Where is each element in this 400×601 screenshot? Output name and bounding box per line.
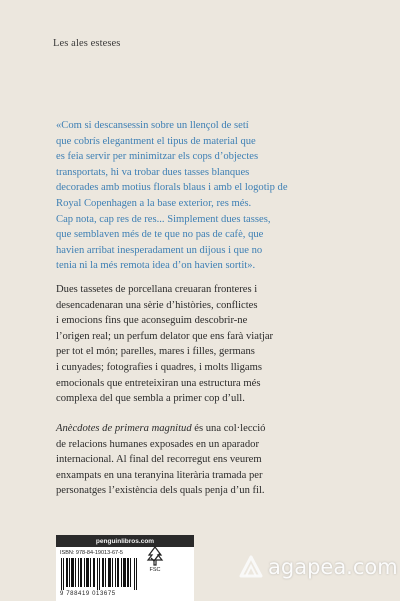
agapea-watermark [238,554,398,580]
book-title: Anècdotes de primera magnitud [56,423,192,434]
fsc-label: FSC [149,567,161,573]
barcode-box [56,547,194,601]
barcode-icon [60,558,140,590]
synopsis-line: i emocions fins que aconseguim descobrir-ne [56,315,248,327]
watermark-text: agapea.com [268,555,398,579]
quote-line: decorades amb motius florals blaus i amb el logotip de [56,182,288,194]
synopsis-line: l’origen real; un perfum delator que ens farà viatjar [56,330,274,342]
synopsis-line: desencadenaran una sèrie d’històries, conflictes [56,299,258,311]
description-line-rest: és una col·lecció [191,423,266,434]
tree-check-icon [146,546,164,566]
quote-line: havien arribat inesperadament un dijous i que no [56,244,263,256]
description-paragraph [56,421,356,499]
synopsis-line: Dues tassetes de porcellana creuaran fronteres i [56,284,258,295]
series-title: Les ales esteses [53,38,121,49]
description-line [56,421,356,437]
quote-line: Cap nota, cap res de res... Simplement dues tasses, [56,213,271,225]
quote-line: transportats, hi va trobar dues tasses blanques [56,166,250,178]
description-line: internacional. Al final del recorregut ens veurem [56,454,262,466]
publisher-url-bar: penguinlibros.com [56,535,194,547]
agapea-logo-icon [238,554,264,580]
quote-line: «Com si descansessin sobre un llençol de setí [56,120,249,131]
description-line: enxampats en una teranyina literària tramada per [56,469,263,481]
description-line: personatges l’existència dels quals penja d’un fil. [56,485,265,497]
synopsis-line: per tot el món; parelles, mares i filles, germans [56,346,255,358]
fsc-logo [140,546,170,578]
quote-line: Royal Copenhagen a la base exterior, res més. [56,197,252,209]
isbn-label: ISBN: 978-84-19013-67-5 [60,550,123,556]
quote-line: es feia servir per minimitzar els cops d’objectes [56,151,259,163]
synopsis-paragraph [56,282,356,407]
quote-line: que semblaven més de te que no pas de cafè, que [56,229,264,241]
description-line: de relacions humanes exposades en un aparador [56,438,259,450]
quote-line: tenia ni la més remota idea d’on havien sortit». [56,260,256,272]
synopsis-line: emocionals que entreteixiran una estructura més [56,377,261,389]
synopsis-line: i cunyades; fotografies i quadres, i molts lligams [56,361,262,373]
quote-line: que cobrís elegantment el tipus de material que [56,135,256,147]
blurb-quote [56,118,356,274]
barcode-number: 9 788419 013675 [60,591,116,597]
synopsis-line: complexa del que sembla a primer cop d’ull. [56,393,245,405]
